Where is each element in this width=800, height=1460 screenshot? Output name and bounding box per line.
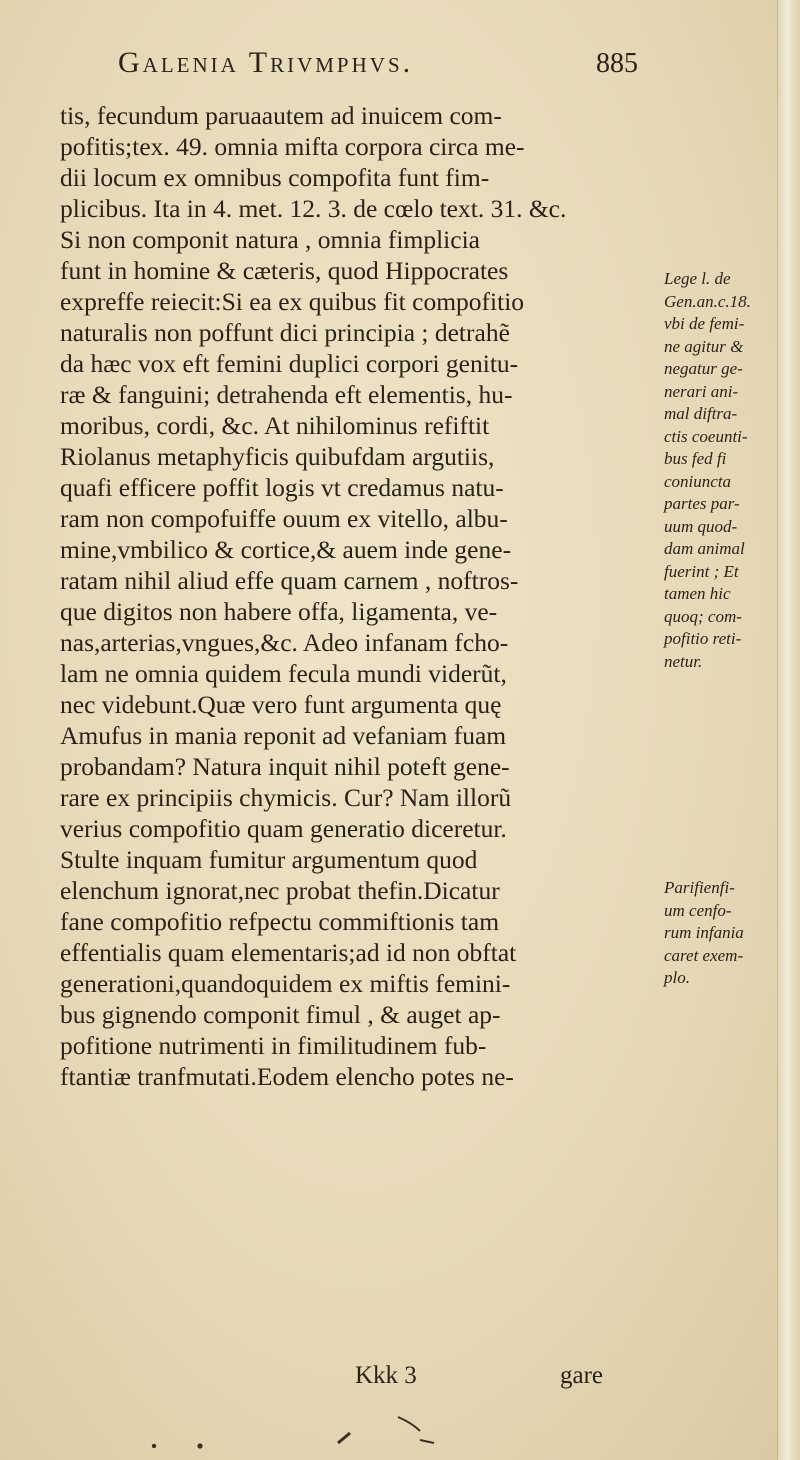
catchword: gare <box>560 1362 604 1389</box>
page-header <box>118 40 638 90</box>
text-line: generationi,quandoquidem ex miftis femini- <box>60 969 511 998</box>
margin-note-line: caret exem- <box>664 945 744 965</box>
margin-note-line: vbi de femi- <box>664 314 745 333</box>
text-line: naturalis non poffunt dici principia ; detrahẽ <box>60 318 510 347</box>
main-text <box>60 100 660 1389</box>
margin-note-line: tamen hic <box>664 584 731 603</box>
margin-note-line: quoq; com- <box>664 606 742 626</box>
text-line: mine,vmbilico & cortice,& auem inde gene- <box>60 535 512 564</box>
margin-note-line: uum quod- <box>664 516 738 536</box>
ink-stroke <box>398 1417 420 1431</box>
margin-note-line: plo. <box>664 968 690 987</box>
text-line: Si non componit natura , omnia fimplicia <box>60 225 480 254</box>
page-number: 885 <box>596 48 638 79</box>
text-line: rare ex principiis chymicis. Cur? Nam illorũ <box>60 783 512 812</box>
text-line: que digitos non habere offa, ligamenta, ve- <box>60 597 498 626</box>
margin-note-line: Lege l. de <box>664 269 731 288</box>
margin-note-line: ctis coeunti- <box>664 426 748 446</box>
margin-note-line: rum infania <box>664 923 744 942</box>
page-edge <box>777 0 800 1460</box>
text-line: Riolanus metaphyficis quibufdam argutiis, <box>60 442 495 471</box>
text-line: Stulte inquam fumitur argumentum quod <box>60 845 478 874</box>
text-line: pofitis;tex. 49. omnia mifta corpora circa me- <box>60 132 525 161</box>
ink-dot <box>197 1443 202 1448</box>
text-line: lam ne omnia quidem fecula mundi viderũt, <box>60 659 507 688</box>
signature-mark: Kkk 3 <box>355 1362 417 1389</box>
text-line: effentialis quam elementaris;ad id non obftat <box>60 938 517 967</box>
running-title: Galenia Trivmphvs. <box>118 46 414 79</box>
margin-note-line: negatur ge- <box>664 359 743 378</box>
text-line: tis, fecundum paruaautem ad inuicem com- <box>60 101 502 130</box>
text-line: pofitione nutrimenti in fimilitudinem fub- <box>60 1031 487 1060</box>
text-lines <box>60 100 660 1092</box>
text-line: probandam? Natura inquit nihil poteft gene- <box>60 752 510 781</box>
text-line: nec videbunt.Quæ vero funt argumenta quę <box>60 690 502 719</box>
text-line: verius compofitio quam generatio diceretur. <box>60 814 507 843</box>
text-line: ram non compofuiffe ouum ex vitello, albu- <box>60 504 508 533</box>
text-line: funt in homine & cæteris, quod Hippocrates <box>60 256 509 285</box>
margin-note-1 <box>664 268 784 673</box>
text-line: dii locum ex omnibus compofita funt fim- <box>60 163 490 192</box>
text-line: moribus, cordi, &c. At nihilominus refiftit <box>60 411 490 440</box>
margin-note-line: fuerint ; Et <box>664 561 739 581</box>
text-line: ftantiæ tranfmutati.Eodem elencho potes ne- <box>60 1062 514 1091</box>
text-line: nas,arterias,vngues,&c. Adeo infanam fcho- <box>60 628 509 657</box>
catchword-line <box>60 1362 660 1394</box>
text-line: ræ & fanguini; detrahenda eft elementis, hu- <box>60 380 513 409</box>
ink-stroke <box>338 1433 350 1443</box>
text-line: da hæc vox eft femini duplici corpori genitu- <box>60 349 519 378</box>
text-line: elenchum ignorat,nec probat thefin.Dicatur <box>60 876 500 905</box>
text-line: Amufus in mania reponit ad vefaniam fuam <box>60 721 507 750</box>
margin-note-line: mal diftra- <box>664 404 738 423</box>
margin-note-line: pofitio reti- <box>664 629 742 648</box>
margin-note-line: bus fed fi <box>664 449 727 468</box>
ink-stroke <box>420 1440 434 1443</box>
margin-note-line: Parifienfi- <box>664 878 735 897</box>
text-line: expreffe reiecit:Si ea ex quibus fit compofitio <box>60 287 525 316</box>
margin-note-line: um cenfo- <box>664 900 732 920</box>
text-line: quafi efficere poffit logis vt credamus natu- <box>60 473 504 502</box>
margin-note-line: dam animal <box>664 539 745 558</box>
margin-note-line: ne agitur & <box>664 336 744 356</box>
margin-note-line: netur. <box>664 651 703 671</box>
text-line: fane compofitio refpectu commiftionis tam <box>60 907 500 936</box>
margin-note-line: coniuncta <box>664 471 732 491</box>
margin-note-line: Gen.an.c.18. <box>664 291 751 311</box>
margin-note-line: partes par- <box>664 494 740 513</box>
margin-note-line: nerari ani- <box>664 381 739 401</box>
text-line: bus gignendo componit fimul , & auget ap- <box>60 1000 501 1029</box>
text-line: plicibus. Ita in 4. met. 12. 3. de cœlo text. 31. &c. <box>60 194 567 223</box>
bottom-ink-marks <box>0 1395 800 1455</box>
margin-note-2 <box>664 877 784 990</box>
ink-dot <box>152 1444 156 1448</box>
text-line: ratam nihil aliud effe quam carnem , noftros- <box>60 566 519 595</box>
